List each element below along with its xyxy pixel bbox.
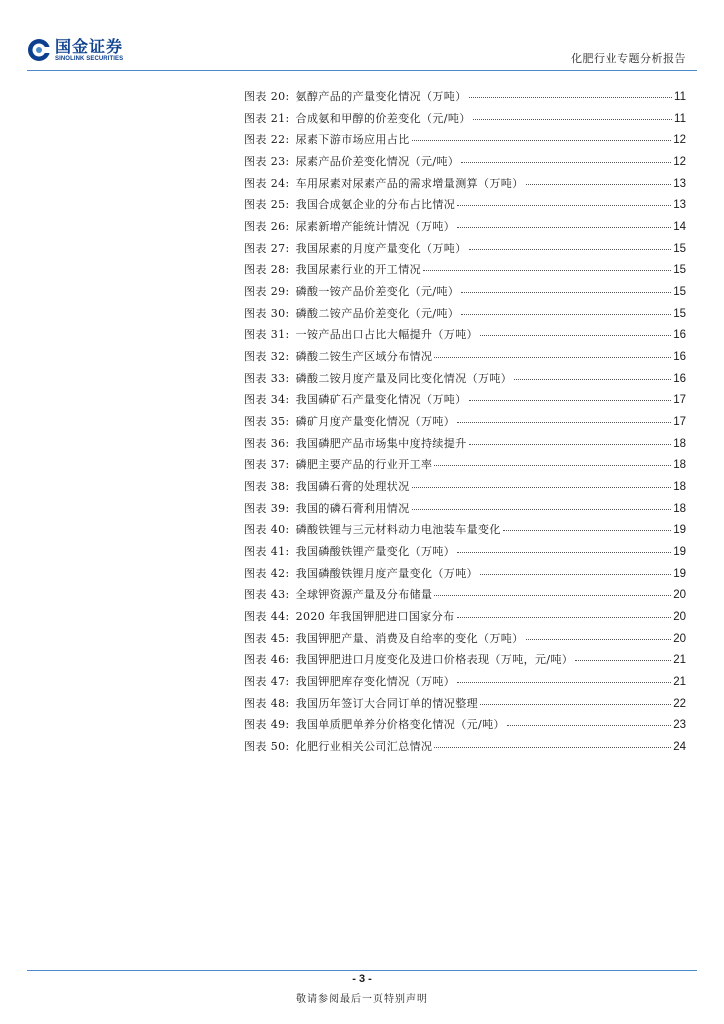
toc-entry-page: 15 [673, 264, 686, 277]
toc-entry[interactable] [244, 129, 686, 151]
toc-entry-title: 我国单质肥单养分价格变化情况（元/吨） [295, 718, 505, 732]
toc-entry-title: 尿素新增产能统计情况（万吨） [295, 220, 456, 234]
toc-entry-label: 图表 30: [244, 306, 290, 320]
toc-entry-title: 合成氨和甲醇的价差变化（元/吨） [295, 111, 471, 125]
toc-dot-leader [434, 345, 671, 358]
toc-entry[interactable] [244, 151, 686, 173]
toc-dot-leader [457, 670, 671, 683]
toc-entry-label: 图表 20: [244, 90, 290, 103]
toc-entry-title: 磷酸一铵产品价差变化（元/吨） [295, 285, 460, 299]
toc-entry[interactable] [244, 476, 686, 498]
toc-entry-label: 图表 29: [244, 285, 290, 299]
toc-entry[interactable] [244, 736, 686, 758]
toc-entry-title: 我国磷酸铁锂产量变化（万吨） [295, 545, 456, 559]
toc-entry-page: 24 [673, 741, 686, 754]
toc-entry-label: 图表 49: [244, 718, 290, 732]
toc-entry-page: 19 [673, 546, 686, 559]
toc-entry-label: 图表 41: [244, 545, 290, 559]
toc-entry[interactable] [244, 86, 686, 108]
toc-entry-title: 磷酸二铵产品价差变化（元/吨） [295, 306, 460, 320]
toc-entry[interactable] [244, 714, 686, 736]
toc-entry-title: 全球钾资源产量及分布储量 [295, 588, 433, 602]
toc-dot-leader [480, 323, 671, 336]
toc-entry-page: 15 [673, 286, 686, 299]
toc-entry[interactable] [244, 649, 686, 671]
toc-entry[interactable] [244, 216, 686, 238]
toc-entry-page: 17 [673, 416, 686, 429]
toc-entry[interactable] [244, 433, 686, 455]
toc-entry-page: 20 [673, 589, 686, 602]
toc-dot-leader [434, 453, 671, 466]
toc-dot-leader [469, 85, 672, 98]
toc-dot-leader [526, 627, 672, 640]
toc-dot-leader [469, 388, 672, 401]
toc-dot-leader [480, 692, 671, 705]
toc-entry-label: 图表 46: [244, 653, 290, 667]
toc-entry-label: 图表 22: [244, 133, 290, 147]
toc-entry[interactable] [244, 693, 686, 715]
toc-entry-page: 19 [673, 567, 686, 580]
toc-entry[interactable] [244, 324, 686, 346]
toc-dot-leader [526, 172, 672, 185]
toc-entry-page: 12 [673, 156, 686, 169]
toc-entry[interactable] [244, 259, 686, 281]
logo-chinese-name: 国金证券 [55, 37, 124, 56]
toc-dot-leader [461, 302, 671, 315]
toc-entry-label: 图表 38: [244, 480, 290, 494]
toc-entry-title: 磷酸二铵月度产量及同比变化情况（万吨） [295, 371, 513, 385]
toc-entry-page: 12 [673, 134, 686, 147]
toc-dot-leader [461, 280, 671, 293]
toc-entry-page: 22 [673, 697, 686, 710]
header-divider [27, 70, 697, 71]
toc-entry-title: 我国钾肥库存变化情况（万吨） [295, 675, 456, 689]
toc-entry-label: 图表 28: [244, 263, 290, 277]
toc-entry-label: 图表 48: [244, 696, 290, 710]
report-title: 化肥行业专题分析报告 [571, 52, 686, 65]
toc-dot-leader [575, 648, 671, 661]
toc-entry[interactable] [244, 498, 686, 520]
toc-entry-page: 11 [674, 112, 686, 125]
toc-entry[interactable] [244, 368, 686, 390]
toc-entry-page: 15 [673, 242, 686, 255]
toc-entry-title: 磷矿月度产量变化情况（万吨） [295, 415, 456, 429]
toc-entry-label: 图表 42: [244, 566, 290, 580]
toc-entry-label: 图表 23: [244, 155, 290, 169]
toc-dot-leader [434, 735, 671, 748]
toc-entry[interactable] [244, 303, 686, 325]
toc-dot-leader [503, 518, 671, 531]
toc-entry-page: 13 [673, 199, 686, 212]
toc-entry-label: 图表 43: [244, 588, 290, 602]
toc-entry[interactable] [244, 238, 686, 260]
toc-entry-label: 图表 27: [244, 241, 290, 255]
toc-entry-title: 我国的磷石膏利用情况 [295, 501, 410, 515]
toc-entry-label: 图表 37: [244, 458, 290, 472]
toc-entry-label: 图表 32: [244, 350, 290, 364]
toc-entry-label: 图表 24: [244, 176, 290, 190]
toc-entry-title: 我国磷肥产品市场集中度持续提升 [295, 436, 467, 450]
toc-dot-leader [480, 562, 671, 575]
toc-entry-label: 图表 34: [244, 393, 290, 407]
figure-index-list [244, 86, 686, 758]
toc-entry-title: 我国尿素的月度产量变化（万吨） [295, 241, 467, 255]
toc-entry-page: 21 [673, 654, 686, 667]
toc-entry-page: 18 [673, 437, 686, 450]
toc-dot-leader [457, 215, 671, 228]
toc-entry-title: 我国磷酸铁锂月度产量变化（万吨） [295, 566, 479, 580]
toc-entry-label: 图表 21: [244, 111, 290, 125]
toc-dot-leader [423, 258, 671, 271]
toc-entry-label: 图表 45: [244, 631, 290, 645]
toc-entry-title: 尿素下游市场应用占比 [295, 133, 410, 147]
logo-emblem-icon [27, 38, 51, 62]
toc-entry-title: 氨醇产品的产量变化情况（万吨） [295, 90, 467, 103]
toc-entry-page: 16 [673, 372, 686, 385]
footer-divider [27, 970, 697, 971]
toc-entry-title: 车用尿素对尿素产品的需求增量测算（万吨） [295, 176, 524, 190]
toc-entry-title: 我国钾肥产量、消费及自给率的变化（万吨） [295, 631, 524, 645]
toc-dot-leader [412, 497, 672, 510]
toc-entry-label: 图表 36: [244, 436, 290, 450]
toc-entry[interactable] [244, 173, 686, 195]
toc-entry-page: 17 [673, 394, 686, 407]
toc-entry[interactable] [244, 389, 686, 411]
toc-entry-page: 13 [673, 177, 686, 190]
toc-dot-leader [469, 237, 672, 250]
toc-entry[interactable] [244, 584, 686, 606]
toc-dot-leader [469, 432, 672, 445]
toc-entry-label: 图表 33: [244, 371, 290, 385]
toc-entry-page: 20 [673, 611, 686, 624]
toc-entry[interactable] [244, 411, 686, 433]
toc-dot-leader [412, 128, 672, 141]
toc-entry-label: 图表 39: [244, 501, 290, 515]
toc-entry[interactable] [244, 108, 686, 130]
toc-dot-leader [412, 475, 672, 488]
toc-entry-page: 23 [673, 719, 686, 732]
toc-entry[interactable] [244, 454, 686, 476]
toc-entry-title: 我国磷石膏的处理状况 [295, 480, 410, 494]
toc-dot-leader [461, 150, 671, 163]
toc-entry-page: 18 [673, 459, 686, 472]
page-number: - 3 - [352, 973, 372, 985]
toc-dot-leader [457, 193, 671, 206]
toc-entry-label: 图表 44: [244, 610, 290, 624]
toc-entry-page: 19 [673, 524, 686, 537]
toc-entry-label: 图表 50: [244, 740, 290, 754]
logo-english-name: SINOLINK SECURITIES [55, 56, 124, 62]
toc-dot-leader [434, 583, 671, 596]
toc-entry-page: 11 [674, 91, 686, 103]
toc-entry[interactable] [244, 281, 686, 303]
toc-entry-page: 16 [673, 329, 686, 342]
toc-entry-page: 18 [673, 502, 686, 515]
footer-disclaimer: 敬请参阅最后一页特别声明 [296, 994, 428, 1005]
toc-dot-leader [473, 107, 672, 120]
toc-entry-label: 图表 25: [244, 198, 290, 212]
toc-entry[interactable] [244, 563, 686, 585]
toc-entry-title: 一铵产品出口占比大幅提升（万吨） [295, 328, 479, 342]
toc-entry-label: 图表 35: [244, 415, 290, 429]
toc-entry-page: 14 [673, 221, 686, 234]
toc-entry-page: 20 [673, 632, 686, 645]
toc-entry-title: 磷酸铁锂与三元材料动力电池装车量变化 [295, 523, 501, 537]
toc-entry-label: 图表 40: [244, 523, 290, 537]
toc-dot-leader [514, 367, 671, 380]
toc-entry-title: 我国磷矿石产量变化情况（万吨） [295, 393, 467, 407]
toc-entry[interactable] [244, 628, 686, 650]
toc-entry-page: 21 [673, 676, 686, 689]
toc-entry[interactable] [244, 671, 686, 693]
toc-entry-title: 我国钾肥进口月度变化及进口价格表现（万吨，元/吨） [295, 653, 574, 667]
toc-entry-title: 我国尿素行业的开工情况 [295, 263, 422, 277]
toc-entry-page: 16 [673, 351, 686, 364]
toc-entry-page: 15 [673, 307, 686, 320]
toc-entry-label: 图表 31: [244, 328, 290, 342]
toc-entry-title: 磷酸二铵生产区域分布情况 [295, 350, 433, 364]
toc-entry-title: 化肥行业相关公司汇总情况 [295, 740, 433, 754]
toc-dot-leader [457, 605, 672, 618]
toc-entry[interactable] [244, 541, 686, 563]
toc-entry[interactable] [244, 346, 686, 368]
toc-dot-leader [457, 410, 671, 423]
page-header [0, 0, 724, 74]
toc-entry-title: 我国历年签订大合同订单的情况整理 [295, 696, 479, 710]
toc-entry-title: 我国合成氨企业的分布占比情况 [295, 198, 456, 212]
toc-entry-page: 18 [673, 481, 686, 494]
toc-dot-leader [507, 713, 671, 726]
toc-entry[interactable] [244, 606, 686, 628]
toc-entry-title: 尿素产品价差变化情况（元/吨） [295, 155, 460, 169]
toc-dot-leader [457, 540, 671, 553]
company-logo [27, 38, 139, 68]
toc-entry-label: 图表 47: [244, 675, 290, 689]
toc-entry[interactable] [244, 194, 686, 216]
toc-entry[interactable] [244, 519, 686, 541]
toc-entry-label: 图表 26: [244, 220, 290, 234]
toc-entry-title: 2020 年我国钾肥进口国家分布 [295, 610, 455, 624]
toc-entry-title: 磷肥主要产品的行业开工率 [295, 458, 433, 472]
